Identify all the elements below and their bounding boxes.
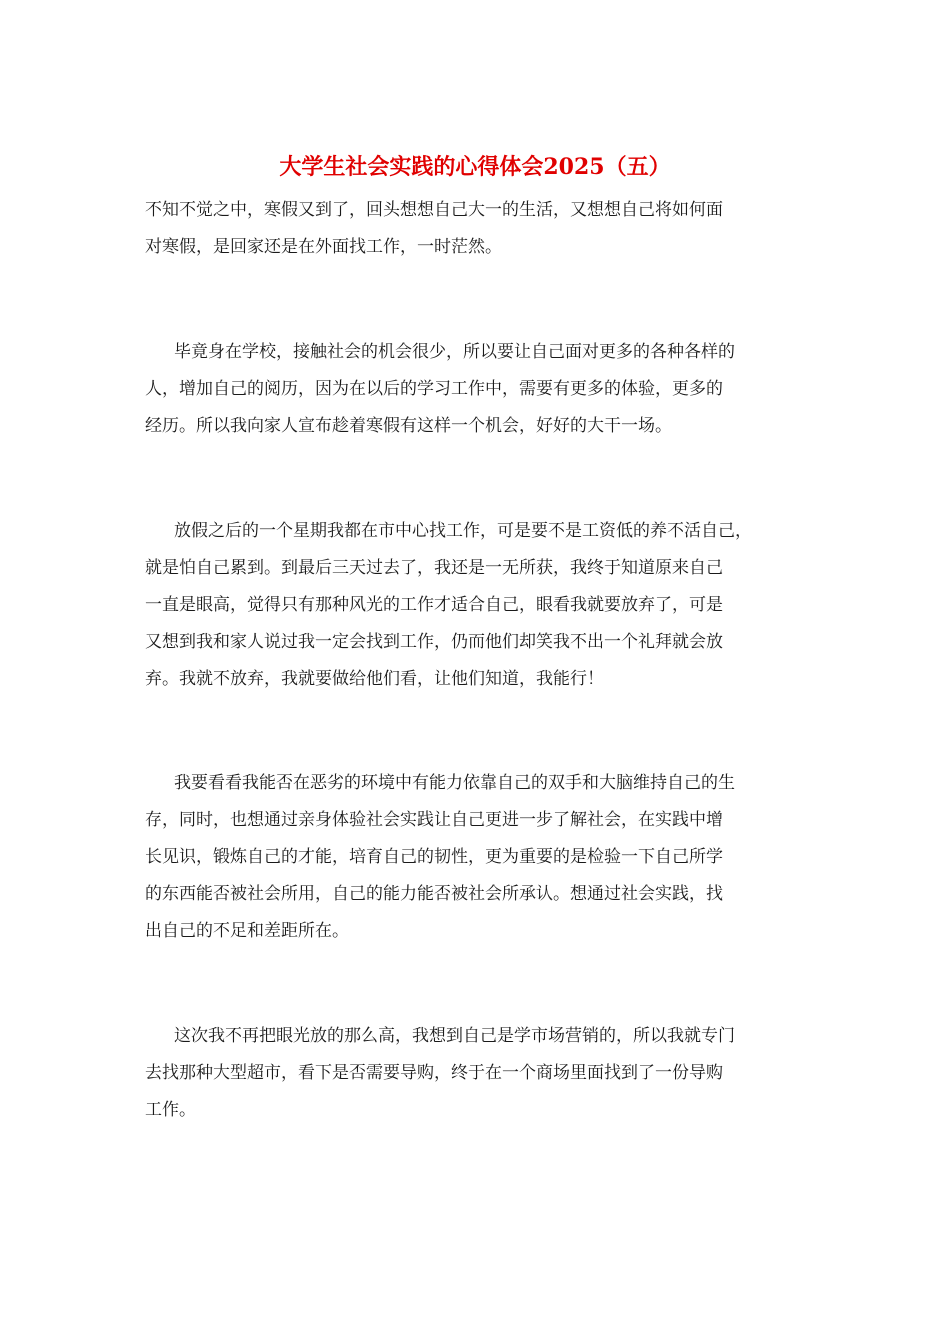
paragraph-line: 对寒假，是回家还是在外面找工作，一时茫然。	[145, 237, 502, 257]
paragraph-line: 弃。我就不放弃，我就要做给他们看，让他们知道，我能行！	[145, 669, 604, 689]
paragraph-line: 毕竟身在学校，接触社会的机会很少，所以要让自己面对更多的各种各样的	[174, 342, 735, 362]
paragraph-line: 存，同时，也想通过亲身体验社会实践让自己更进一步了解社会，在实践中增	[145, 810, 723, 830]
paragraph-line: 出自己的不足和差距所在。	[145, 921, 349, 941]
paragraph-line: 我要看看我能否在恶劣的环境中有能力依靠自己的双手和大脑维持自己的生	[174, 773, 735, 793]
paragraph-line: 这次我不再把眼光放的那么高，我想到自己是学市场营销的，所以我就专门	[174, 1026, 735, 1046]
paragraph-line: 去找那种大型超市，看下是否需要导购，终于在一个商场里面找到了一份导购	[145, 1063, 723, 1083]
paragraph-line: 的东西能否被社会所用，自己的能力能否被社会所承认。想通过社会实践，找	[145, 884, 723, 904]
paragraph-line: 经历。所以我向家人宣布趁着寒假有这样一个机会，好好的大干一场。	[145, 416, 672, 436]
paragraph-line: 人，增加自己的阅历，因为在以后的学习工作中，需要有更多的体验，更多的	[145, 379, 723, 399]
paragraph-3	[145, 513, 817, 698]
document-title: 大学生社会实践的心得体会2025（五）	[279, 154, 671, 180]
paragraph-line: 长见识，锻炼自己的才能，培育自己的韧性，更为重要的是检验一下自己所学	[145, 847, 723, 867]
paragraph-line: 工作。	[145, 1100, 196, 1120]
paragraph-5	[145, 1018, 817, 1129]
paragraph-4	[145, 765, 817, 950]
paragraph-2	[145, 334, 817, 445]
paragraph-line: 不知不觉之中，寒假又到了，回头想想自己大一的生活，又想想自己将如何面	[145, 200, 723, 220]
paragraph-line: 又想到我和家人说过我一定会找到工作，仍而他们却笑我不出一个礼拜就会放	[145, 632, 723, 652]
paragraph-line: 放假之后的一个星期我都在市中心找工作，可是要不是工资低的养不活自己，	[174, 521, 752, 541]
paragraph-line: 就是怕自己累到。到最后三天过去了，我还是一无所获，我终于知道原来自己	[145, 558, 723, 578]
paragraph-line: 一直是眼高，觉得只有那种风光的工作才适合自己，眼看我就要放弃了，可是	[145, 595, 723, 615]
paragraph-1	[145, 192, 817, 266]
